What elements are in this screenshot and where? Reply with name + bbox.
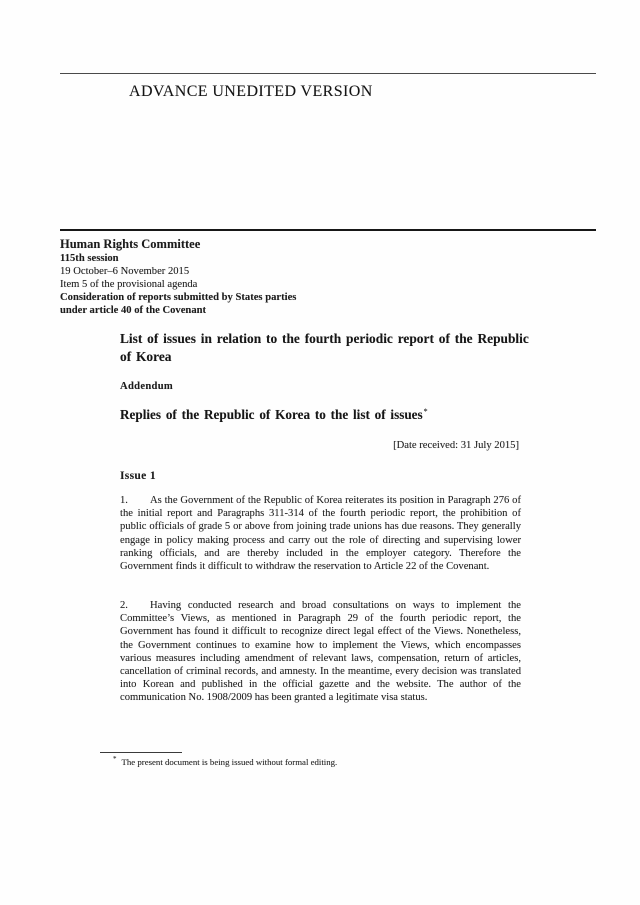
committee-name: Human Rights Committee [60, 237, 201, 251]
paragraph-2-text: Having conducted research and broad consultations on ways to implement the Committee’s Views, as mentioned in Paragraph 29 of the fourth periodic report, the Government has found it difficult to recognize direct legal effect of the Views. Nonetheless, the Government continues to examine how to implement the Views, which encompasses various measures including amendment of relevant laws, compensation, return of articles, cancellation of criminal records, and amnesty. In the meantime, every decision was translated into Korean and published in the official gazette and the website. The author of the communication No. 1908/2009 has been granted a legitimate visa status. [120, 600, 521, 704]
addendum-label: Addendum [120, 381, 174, 392]
footnote-marker: * [113, 755, 117, 764]
document-title: List of issues in relation to the fourth periodic report of the Republic of Korea [120, 331, 529, 364]
paragraph-1-number: 1. [120, 495, 128, 506]
agenda-item: Item 5 of the provisional agenda [60, 279, 198, 290]
date-received: [Date received: 31 July 2015] [393, 440, 519, 451]
advance-unedited-banner: ADVANCE UNEDITED VERSION [129, 83, 373, 100]
footnote [113, 757, 523, 768]
paragraph-1 [120, 494, 521, 573]
document-subtitle [120, 407, 540, 423]
paragraph-1-text: As the Government of the Republic of Korea reiterates its position in Paragraph 276 of the initial report and Paragraphs 311-314 of the fourth periodic report, the prohibition of public officials of grade 5 or above from joining trade unions has due reasons. They generally engage in policy making process and carry out the role of directing and supervising lower ranking officials, and are thereby included in the employer category. Therefore the Government finds it difficult to withdraw the reservation to Article 22 of the Covenant. [120, 495, 521, 573]
committee-header [60, 236, 480, 317]
footnote-reference-marker: * [423, 406, 428, 416]
paragraph-2 [120, 599, 521, 705]
consideration-line-1: Consideration of reports submitted by States parties [60, 292, 297, 303]
paragraph-2-number: 2. [120, 600, 128, 611]
session-dates: 19 October–6 November 2015 [60, 266, 190, 277]
footnote-rule [100, 752, 182, 753]
footnote-text: The present document is being issued without formal editing. [121, 757, 338, 767]
header-rule [60, 229, 596, 231]
subtitle-text: Replies of the Republic of Korea to the list of issues [120, 407, 423, 422]
session-number: 115th session [60, 253, 119, 264]
top-rule [60, 73, 596, 74]
consideration-line-2: under article 40 of the Covenant [60, 305, 207, 316]
issue-1-heading: Issue 1 [120, 469, 156, 482]
